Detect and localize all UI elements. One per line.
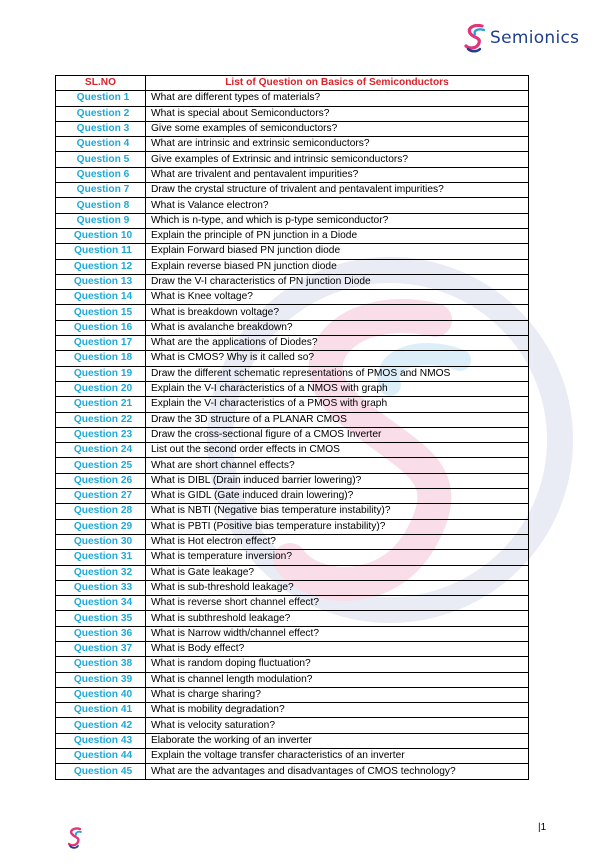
table-row [56,641,529,656]
column-header-slno: SL.NO [56,76,146,91]
brand-name: Semionics [490,28,580,48]
table-row [56,764,529,779]
table-row [56,657,529,672]
table-row [56,274,529,289]
table-row [56,336,529,351]
question-text: Give some examples of semiconductors? [146,121,529,136]
question-text: What are the advantages and disadvantages of CMOS technology? [146,764,529,779]
question-number: Question 24 [56,443,146,458]
table-row [56,106,529,121]
table-row [56,305,529,320]
semionics-logo-mark-icon [462,22,488,54]
table-row [56,228,529,243]
table-row [56,687,529,702]
question-number: Question 14 [56,290,146,305]
table-row [56,473,529,488]
table-row [56,596,529,611]
question-text: Explain the V-I characteristics of a NMOS with graph [146,381,529,396]
table-row [56,198,529,213]
question-number: Question 28 [56,504,146,519]
table-row [56,458,529,473]
table-row [56,167,529,182]
question-text: List out the second order effects in CMOS [146,443,529,458]
question-text: What is avalanche breakdown? [146,320,529,335]
question-number: Question 4 [56,137,146,152]
question-text: What are different types of materials? [146,91,529,106]
question-number: Question 19 [56,366,146,381]
question-number: Question 41 [56,703,146,718]
question-text: Draw the 3D structure of a PLANAR CMOS [146,412,529,427]
question-text: Explain Forward biased PN junction diode [146,244,529,259]
table-row [56,351,529,366]
question-number: Question 23 [56,427,146,442]
question-text: What is CMOS? Why is it called so? [146,351,529,366]
question-number: Question 36 [56,626,146,641]
question-number: Question 33 [56,580,146,595]
question-number: Question 34 [56,596,146,611]
footer-logo-icon [66,826,84,850]
question-number: Question 22 [56,412,146,427]
question-text: What is NBTI (Negative bias temperature instability)? [146,504,529,519]
question-number: Question 44 [56,749,146,764]
page-number: |1 [538,822,547,833]
question-number: Question 45 [56,764,146,779]
question-text: Explain reverse biased PN junction diode [146,259,529,274]
question-number: Question 35 [56,611,146,626]
question-text: What are short channel effects? [146,458,529,473]
table-header-row [56,76,529,91]
table-row [56,749,529,764]
question-number: Question 38 [56,657,146,672]
column-header-questions: List of Question on Basics of Semiconductors [146,76,529,91]
question-number: Question 17 [56,336,146,351]
question-number: Question 42 [56,718,146,733]
table-row [56,672,529,687]
question-text: Draw the crystal structure of trivalent and pentavalent impurities? [146,183,529,198]
table-row [56,244,529,259]
question-text: What is breakdown voltage? [146,305,529,320]
question-text: What is random doping fluctuation? [146,657,529,672]
table-row [56,121,529,136]
table-row [56,259,529,274]
question-text: What is channel length modulation? [146,672,529,687]
question-number: Question 5 [56,152,146,167]
table-row [56,626,529,641]
question-number: Question 37 [56,641,146,656]
table-row [56,733,529,748]
question-number: Question 25 [56,458,146,473]
question-text: Explain the V-I characteristics of a PMOS with graph [146,397,529,412]
question-text: What is Body effect? [146,641,529,656]
question-number: Question 3 [56,121,146,136]
question-text: What is reverse short channel effect? [146,596,529,611]
question-text: What is charge sharing? [146,687,529,702]
question-text: What are intrinsic and extrinsic semiconductors? [146,137,529,152]
question-number: Question 30 [56,534,146,549]
question-text: What is special about Semiconductors? [146,106,529,121]
table-row [56,718,529,733]
question-text: What is mobility degradation? [146,703,529,718]
question-number: Question 29 [56,519,146,534]
question-number: Question 21 [56,397,146,412]
table-row [56,565,529,580]
table-row [56,290,529,305]
table-row [56,550,529,565]
question-text: Draw the different schematic representations of PMOS and NMOS [146,366,529,381]
question-text: What is velocity saturation? [146,718,529,733]
question-text: Explain the voltage transfer characteristics of an inverter [146,749,529,764]
table-row [56,366,529,381]
question-number: Question 39 [56,672,146,687]
question-number: Question 20 [56,381,146,396]
table-row [56,427,529,442]
questions-table-body [56,91,529,779]
question-number: Question 1 [56,91,146,106]
question-number: Question 15 [56,305,146,320]
table-row [56,412,529,427]
question-number: Question 27 [56,489,146,504]
question-number: Question 32 [56,565,146,580]
question-text: What is sub-threshold leakage? [146,580,529,595]
question-number: Question 7 [56,183,146,198]
question-number: Question 11 [56,244,146,259]
table-row [56,489,529,504]
table-row [56,213,529,228]
question-number: Question 40 [56,687,146,702]
question-number: Question 12 [56,259,146,274]
question-text: What is Hot electron effect? [146,534,529,549]
question-text: What is GIDL (Gate induced drain lowering)? [146,489,529,504]
question-text: Explain the principle of PN junction in a Diode [146,228,529,243]
question-number: Question 10 [56,228,146,243]
question-number: Question 13 [56,274,146,289]
table-row [56,397,529,412]
table-row [56,320,529,335]
question-text: What is PBTI (Positive bias temperature instability)? [146,519,529,534]
table-row [56,534,529,549]
question-text: Give examples of Extrinsic and intrinsic semiconductors? [146,152,529,167]
question-number: Question 16 [56,320,146,335]
table-row [56,443,529,458]
table-row [56,152,529,167]
semionics-logo [462,18,592,58]
table-row [56,703,529,718]
table-row [56,91,529,106]
question-text: Elaborate the working of an inverter [146,733,529,748]
question-number: Question 31 [56,550,146,565]
question-number: Question 18 [56,351,146,366]
table-row [56,580,529,595]
question-text: What is temperature inversion? [146,550,529,565]
question-text: What are trivalent and pentavalent impurities? [146,167,529,182]
question-text: What is Knee voltage? [146,290,529,305]
question-text: What is DIBL (Drain induced barrier lowering)? [146,473,529,488]
question-text: Which is n-type, and which is p-type semiconductor? [146,213,529,228]
table-row [56,137,529,152]
question-number: Question 6 [56,167,146,182]
question-text: What are the applications of Diodes? [146,336,529,351]
table-row [56,183,529,198]
question-text: What is Gate leakage? [146,565,529,580]
question-number: Question 2 [56,106,146,121]
table-row [56,381,529,396]
table-row [56,504,529,519]
question-text: What is Valance electron? [146,198,529,213]
question-text: Draw the V-I characteristics of PN junction Diode [146,274,529,289]
table-row [56,519,529,534]
question-number: Question 9 [56,213,146,228]
question-number: Question 43 [56,733,146,748]
question-text: Draw the cross-sectional figure of a CMOS Inverter [146,427,529,442]
question-number: Question 8 [56,198,146,213]
questions-table [55,75,529,780]
question-text: What is subthreshold leakage? [146,611,529,626]
table-row [56,611,529,626]
question-number: Question 26 [56,473,146,488]
question-text: What is Narrow width/channel effect? [146,626,529,641]
